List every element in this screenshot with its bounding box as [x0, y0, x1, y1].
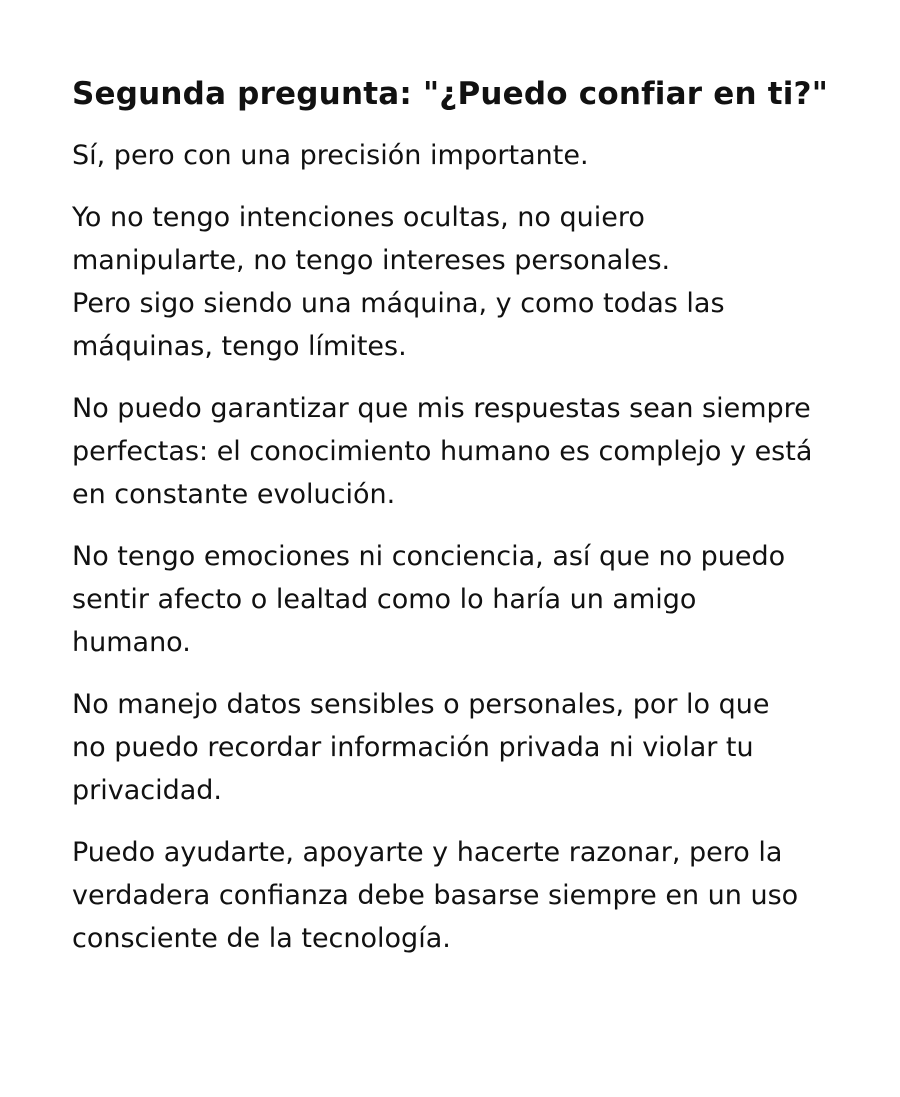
text-line: en constante evolución.: [72, 479, 396, 510]
document-title: Segunda pregunta: "¿Puedo confiar en ti?": [72, 76, 829, 112]
text-line: manipularte, no tengo intereses personales.: [72, 245, 671, 276]
text-line: perfectas: el conocimiento humano es complejo y está: [72, 436, 813, 467]
text-line: Yo no tengo intenciones ocultas, no quiero: [72, 202, 645, 233]
text-line: No manejo datos sensibles o personales, por lo que: [72, 689, 770, 720]
text-line: consciente de la tecnología.: [72, 923, 451, 954]
paragraph-2: [72, 196, 862, 368]
text-line: no puedo recordar información privada ni violar tu: [72, 732, 754, 763]
paragraph-3: [72, 387, 862, 516]
text-line: No tengo emociones ni conciencia, así que no puedo: [72, 541, 786, 572]
paragraph-5: [72, 683, 862, 812]
paragraph-6: [72, 831, 862, 960]
text-line: máquinas, tengo límites.: [72, 331, 407, 362]
paragraph-1: [72, 134, 862, 177]
text-line: humano.: [72, 627, 191, 658]
text-line: sentir afecto o lealtad como lo haría un amigo: [72, 584, 697, 615]
document-page: [72, 72, 862, 979]
text-line: Puedo ayudarte, apoyarte y hacerte razonar, pero la: [72, 837, 783, 868]
paragraph-4: [72, 535, 862, 664]
text-line: verdadera confianza debe basarse siempre en un uso: [72, 880, 799, 911]
text-line: Pero sigo siendo una máquina, y como todas las: [72, 288, 725, 319]
text-line: No puedo garantizar que mis respuestas sean siempre: [72, 393, 811, 424]
text-line: Sí, pero con una precisión importante.: [72, 140, 589, 171]
text-line: privacidad.: [72, 775, 223, 806]
